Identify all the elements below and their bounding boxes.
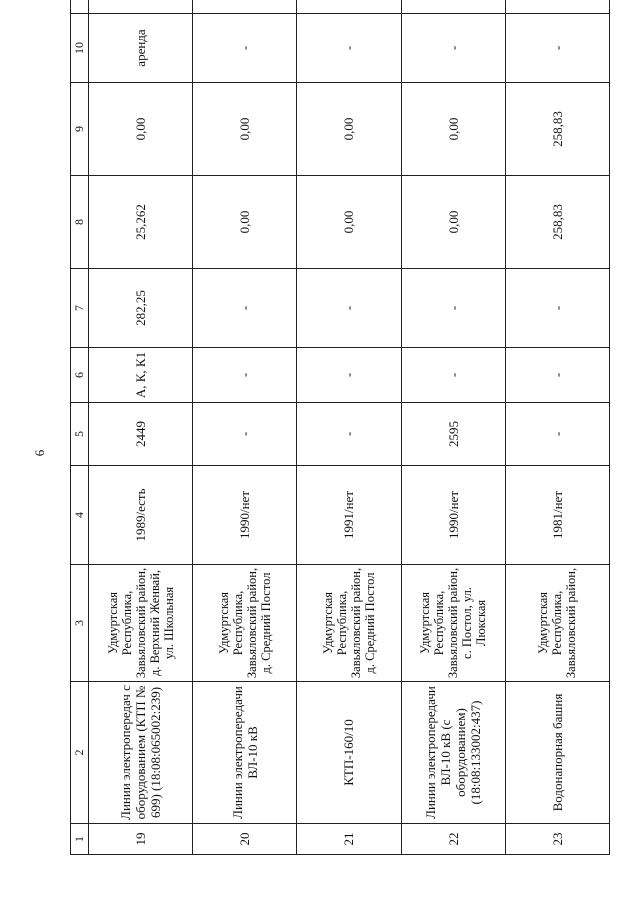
cell-col6: - xyxy=(401,348,505,403)
object-name: КТП-160/10 xyxy=(297,682,401,824)
cell-col9: 0,00 xyxy=(297,83,401,176)
object-name: Водонапорная башня xyxy=(505,682,609,824)
table-row xyxy=(505,0,609,855)
property-table xyxy=(70,0,610,855)
cell-col7: - xyxy=(505,269,609,348)
year-cell: 1990/нет xyxy=(401,466,505,565)
col-header-11 xyxy=(71,0,89,14)
cell-col5: - xyxy=(505,403,609,466)
object-name: Линии электропередачи ВЛ-10 кВ xyxy=(193,682,297,824)
year-cell: 1990/нет xyxy=(193,466,297,565)
cell-col8: 258,83 xyxy=(505,176,609,269)
cell-col11 xyxy=(193,0,297,14)
cell-col9: 0,00 xyxy=(401,83,505,176)
object-address: Удмуртская Республика, Завьяловский район, д. Средний Постол xyxy=(297,565,401,682)
col-header-1: 1 xyxy=(71,824,89,855)
year-cell: 1989/есть xyxy=(89,466,193,565)
cell-col7: 282,25 xyxy=(89,269,193,348)
row-number: 22 xyxy=(401,824,505,855)
cell-col11 xyxy=(89,0,193,14)
col-header-5: 5 xyxy=(71,403,89,466)
object-address: Удмуртская Республика, Завьяловский район, д. Верхний Женвай, ул. Школьная xyxy=(89,565,193,682)
year-cell: 1991/нет xyxy=(297,466,401,565)
cell-col10: - xyxy=(193,14,297,83)
cell-col8: 0,00 xyxy=(401,176,505,269)
cell-col8: 0,00 xyxy=(193,176,297,269)
object-name: Линии электропередачи ВЛ-10 кВ (с оборудованием) (18:08:133002:437) xyxy=(401,682,505,824)
table-row xyxy=(401,0,505,855)
cell-col10: - xyxy=(401,14,505,83)
cell-col5: - xyxy=(297,403,401,466)
col-header-3: 3 xyxy=(71,565,89,682)
cell-col9: 0,00 xyxy=(193,83,297,176)
page-number: 6 xyxy=(32,449,47,457)
table-row xyxy=(297,0,401,855)
col-header-10: 10 xyxy=(71,14,89,83)
table-row xyxy=(89,0,193,855)
rotated-table-container xyxy=(70,29,610,855)
object-address: Удмуртская Республика, Завьяловский район, xyxy=(505,565,609,682)
row-number: 19 xyxy=(89,824,193,855)
col-header-9: 9 xyxy=(71,83,89,176)
cell-col10: - xyxy=(297,14,401,83)
row-number: 20 xyxy=(193,824,297,855)
cell-col10: аренда xyxy=(89,14,193,83)
cell-col9: 0,00 xyxy=(89,83,193,176)
object-address: Удмуртская Республика, Завьяловский район, с. Постол, ул. Люкская xyxy=(401,565,505,682)
cell-col6: - xyxy=(193,348,297,403)
cell-col8: 25,262 xyxy=(89,176,193,269)
object-address: Удмуртская Республика, Завьяловский район, д. Средний Постол xyxy=(193,565,297,682)
cell-col11 xyxy=(401,0,505,14)
cell-col5: 2595 xyxy=(401,403,505,466)
object-name: Линии электропередач с оборудованием (КТП № 699) (18:08:065002:239) xyxy=(89,682,193,824)
col-header-6: 6 xyxy=(71,348,89,403)
row-number: 23 xyxy=(505,824,609,855)
col-header-2: 2 xyxy=(71,682,89,824)
year-cell: 1981/нет xyxy=(505,466,609,565)
cell-col9: 258,83 xyxy=(505,83,609,176)
cell-col7: - xyxy=(401,269,505,348)
col-header-8: 8 xyxy=(71,176,89,269)
cell-col6: - xyxy=(297,348,401,403)
cell-col6: - xyxy=(505,348,609,403)
cell-col5: - xyxy=(193,403,297,466)
header-row xyxy=(71,0,89,855)
cell-col7: - xyxy=(297,269,401,348)
row-number: 21 xyxy=(297,824,401,855)
cell-col5: 2449 xyxy=(89,403,193,466)
cell-col8: 0,00 xyxy=(297,176,401,269)
cell-col7: - xyxy=(193,269,297,348)
cell-col6: А, К, К1 xyxy=(89,348,193,403)
cell-col11 xyxy=(297,0,401,14)
cell-col11 xyxy=(505,0,609,14)
table-row xyxy=(193,0,297,855)
col-header-4: 4 xyxy=(71,466,89,565)
cell-col10: - xyxy=(505,14,609,83)
col-header-7: 7 xyxy=(71,269,89,348)
